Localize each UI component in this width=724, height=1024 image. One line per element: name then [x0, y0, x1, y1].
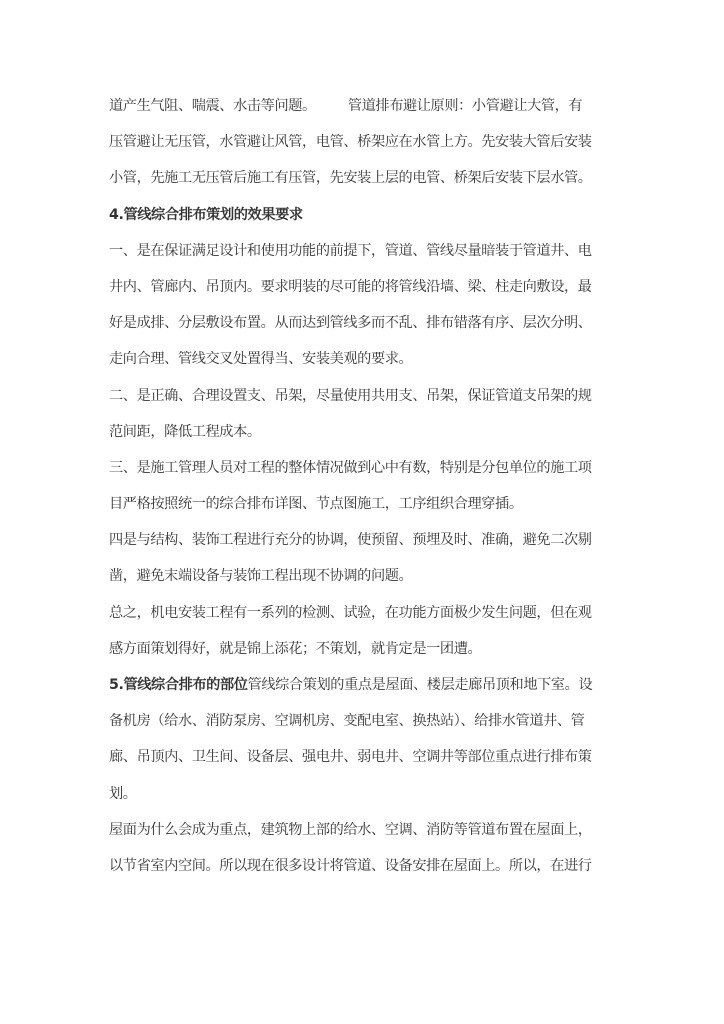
paragraph-line: 廊、吊顶内、卫生间、设备层、强电井、弱电井、空调井等部位重点进行排布策: [109, 749, 592, 766]
paragraph-line: 总之，机电安装工程有一系列的检测、试验，在功能方面极少发生问题，但在观: [109, 604, 592, 621]
paragraph-line: 走向合理、管线交叉处置得当、安装美观的要求。: [109, 351, 413, 368]
paragraph-line: 屋面为什么会成为重点，建筑物上部的给水、空调、消防等管道布置在屋面上，: [109, 821, 592, 838]
paragraph-line: 四是与结构、装饰工程进行充分的协调，使预留、预埋及时、准确，避免二次剔: [109, 532, 592, 549]
paragraph-line: 好是成排、分层敷设布置。从而达到管线多而不乱、排布错落有序、层次分明、: [109, 315, 592, 332]
paragraph-line: 以节省室内空间。所以现在很多设计将管道、设备安排在屋面上。所以，在进行: [109, 857, 592, 874]
line-text: 管道排布避让原则：小管避让大管，有: [347, 98, 583, 114]
paragraph-line: 压管避让无压管，水管避让风管，电管、桥架应在水管上方。先安装大管后安装: [109, 134, 592, 151]
document-body: [109, 92, 621, 888]
paragraph-line: 备机房（给水、消防泵房、空调机房、变配电室、换热站）、给排水管道井、管: [109, 713, 585, 730]
section-heading-5: 5.管线综合排布的部位: [109, 677, 248, 693]
paragraph-line: [109, 92, 621, 128]
line-text: 管线综合策划的重点是屋面、楼层走廊吊顶和地下室。设: [247, 677, 593, 693]
paragraph-line: 井内、管廊内、吊顶内。要求明装的尽可能的将管线沿墙、梁、柱走向敷设，最: [109, 278, 592, 295]
paragraph-line: 划。: [109, 785, 137, 802]
paragraph-line: 一、是在保证满足设计和使用功能的前提下，管道、管线尽量暗装于管道井、电: [109, 242, 592, 259]
paragraph-line: 目严格按照统一的综合排布详图、节点图施工，工序组织合理穿插。: [109, 496, 523, 513]
line-text: 道产生气阻、喘震、水击等问题。: [109, 98, 316, 114]
paragraph-line: [109, 671, 621, 707]
paragraph-line: 三、是施工管理人员对工程的整体情况做到心中有数，特别是分包单位的施工项: [109, 459, 592, 476]
paragraph-line: 小管，先施工无压管后施工有压管，先安装上层的电管、桥架后安装下层水管。: [109, 170, 592, 187]
section-heading-4: 4.管线综合排布策划的效果要求: [109, 206, 303, 223]
paragraph-line: 感方面策划得好，就是锦上添花；不策划，就肯定是一团遭。: [109, 640, 482, 657]
paragraph-line: 二、是正确、合理设置支、吊架，尽量使用共用支、吊架，保证管道支吊架的规: [109, 387, 592, 404]
paragraph-line: 凿，避免末端设备与装饰工程出现不协调的问题。: [109, 568, 413, 585]
paragraph-line: 范间距，降低工程成本。: [109, 423, 261, 440]
